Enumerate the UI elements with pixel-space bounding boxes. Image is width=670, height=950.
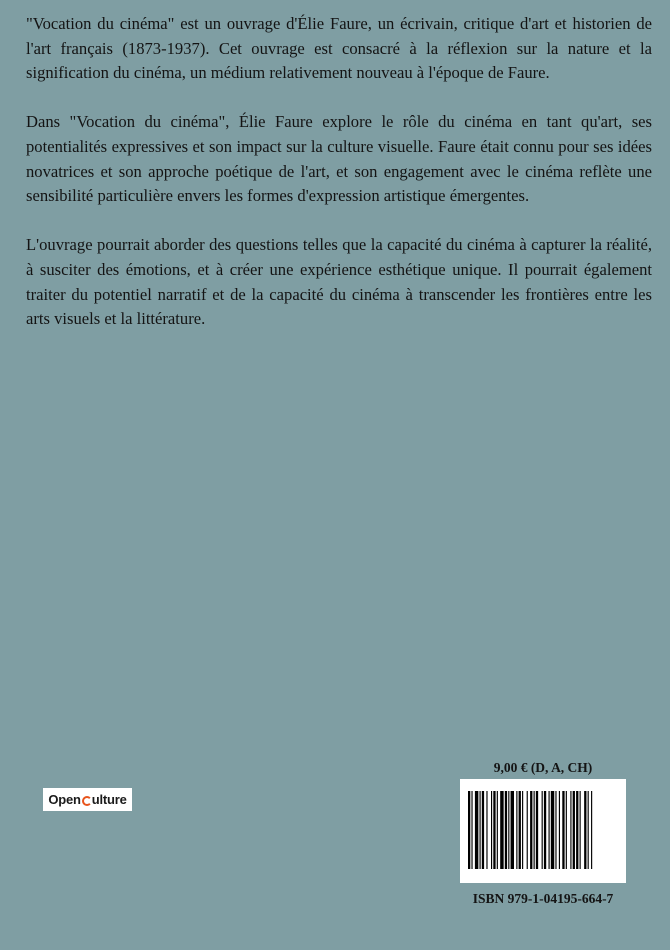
paragraph-1: "Vocation du cinéma" est un ouvrage d'Élie Faure, un écrivain, critique d'art et historien de l'art français (1873-1937). Cet ouvrage est consacré à la réflexion sur la nature et la signification du cinéma, un médium relativement nouveau à l'époque de Faure. (26, 14, 652, 83)
logo-c-icon (82, 796, 92, 806)
barcode-icon (468, 791, 618, 869)
paragraph-2: Dans "Vocation du cinéma", Élie Faure explore le rôle du cinéma en tant qu'art, ses potentialités expressives et son impact sur la culture visuelle. Faure était connu pour ses idées novatrices et son approche poétique de l'art, et son engagement avec le cinéma reflète une sensibilité particulière envers les formes d'expression artistique émergentes. (26, 112, 652, 206)
logo-text-culture: ulture (91, 792, 127, 807)
logo-text-open: Open (48, 792, 81, 807)
publisher-logo (43, 788, 132, 811)
back-cover-text (26, 12, 652, 356)
isbn-label: ISBN 979-1-04195-664-7 (472, 891, 614, 906)
barcode (460, 779, 626, 883)
price-label: 9,00 € (D, A, CH) (493, 760, 593, 775)
paragraph-3: L'ouvrage pourrait aborder des questions telles que la capacité du cinéma à capturer la réalité, à susciter des émotions, et à créer une expérience esthétique unique. Il pourrait également traiter du potentiel narratif et de la capacité du cinéma à transcender les frontières entre les arts visuels et la littérature. (26, 235, 652, 329)
